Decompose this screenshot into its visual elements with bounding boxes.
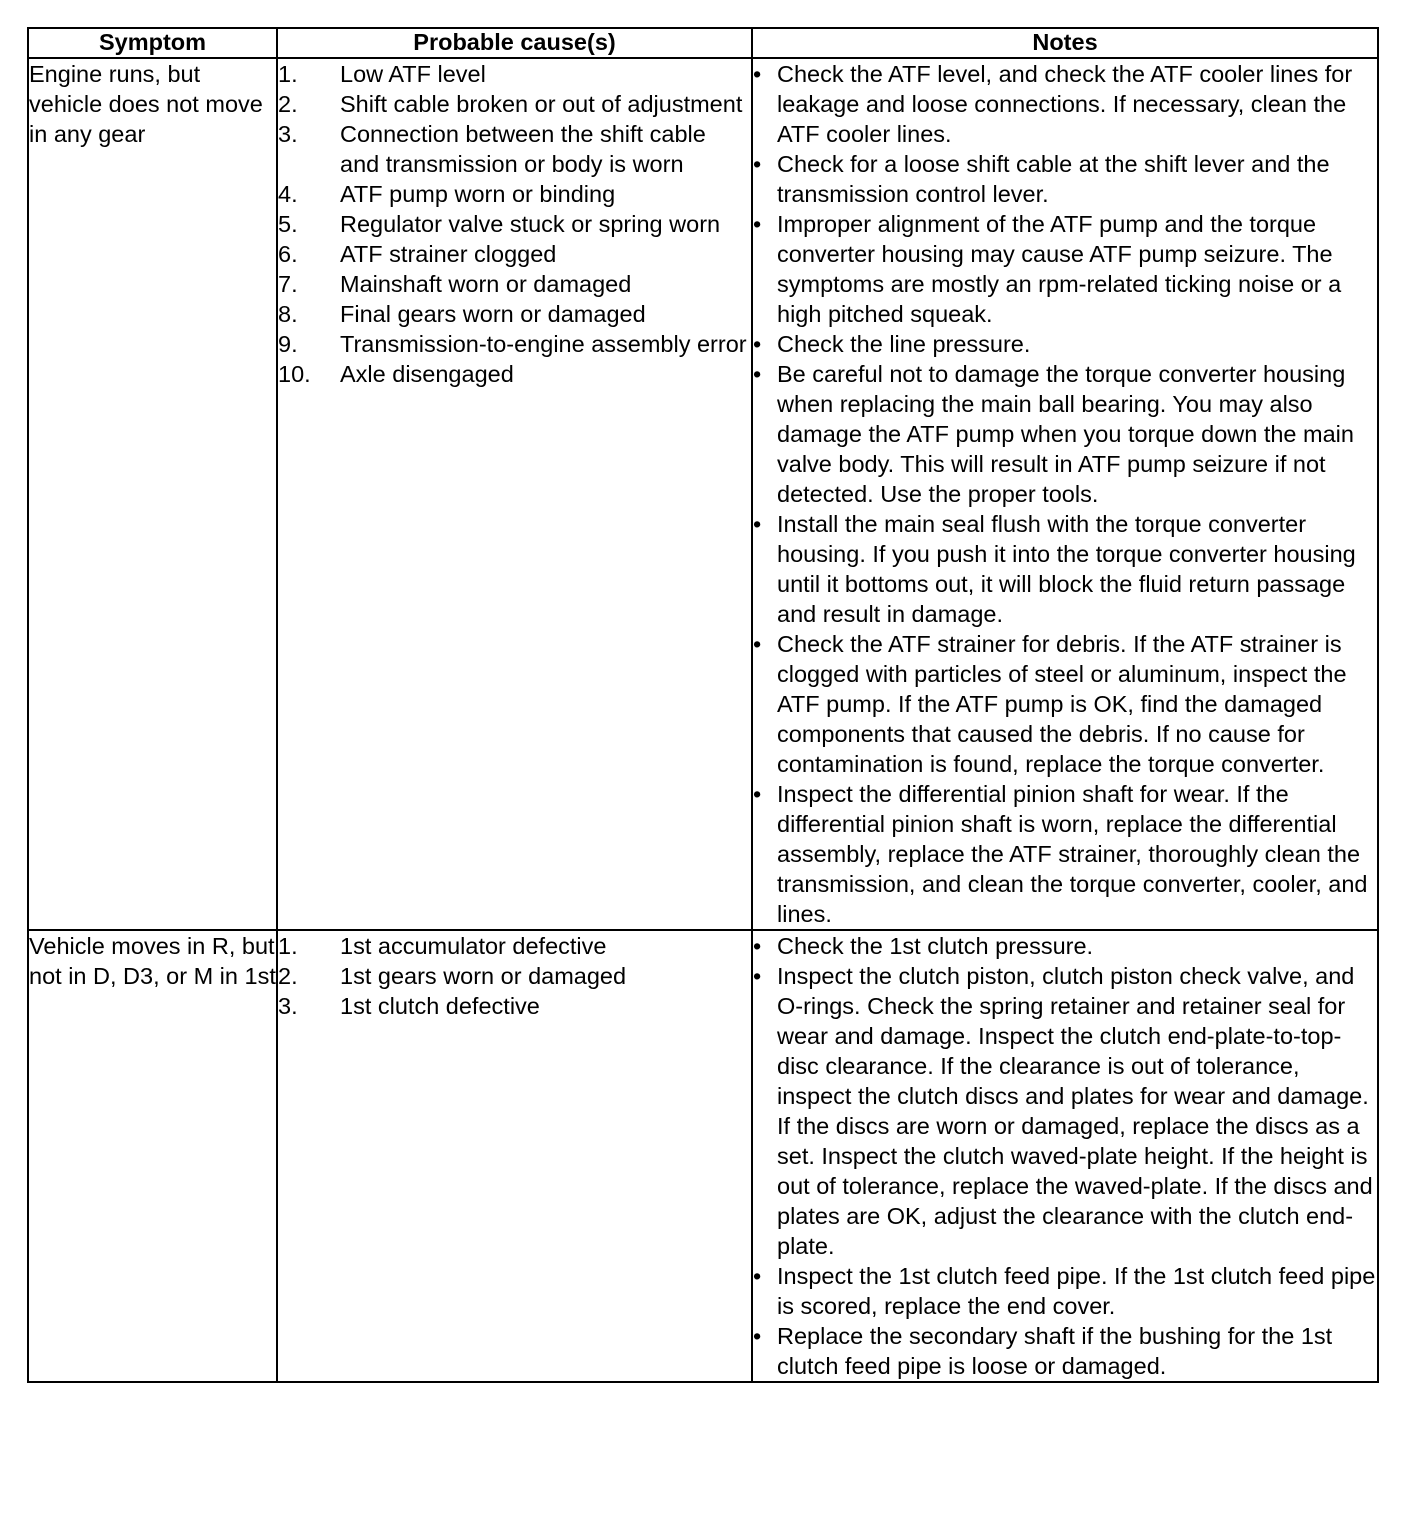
note-text: Check the 1st clutch pressure. xyxy=(777,933,1094,959)
note-item xyxy=(753,59,1377,149)
cause-text: Transmission-to-engine assembly error xyxy=(340,331,747,357)
note-item xyxy=(753,149,1377,209)
cause-item xyxy=(278,359,751,389)
cause-number: 4. xyxy=(278,181,298,207)
cause-number: 10. xyxy=(278,361,311,387)
note-list xyxy=(753,931,1377,1381)
note-text: Be careful not to damage the torque converter housing when replacing the main ball bearing. You may also damage the ATF pump when you torque down the main valve body. This will result in ATF pump seizure if not detected. Use the proper tools. xyxy=(777,361,1354,507)
cause-number: 1. xyxy=(278,933,298,959)
cause-text: Axle disengaged xyxy=(340,361,514,387)
table-row xyxy=(28,930,1378,1382)
note-text: Replace the secondary shaft if the bushing for the 1st clutch feed pipe is loose or damaged. xyxy=(777,1323,1333,1379)
cause-item xyxy=(278,329,751,359)
cause-number: 1. xyxy=(278,61,298,87)
cause-item xyxy=(278,961,751,991)
note-text: Inspect the clutch piston, clutch piston check valve, and O-rings. Check the spring retainer and retainer seal for wear and damage. Inspect the clutch end-plate-to-top-disc clearance. If the clearance is out of tolerance, inspect the clutch discs and plates for wear and damage. If the discs are worn or damaged, replace the discs as a set. Inspect the clutch waved-plate height. If the height is out of tolerance, replace the waved-plate. If the discs and plates are OK, adjust the clearance with the clutch end-plate. xyxy=(777,963,1373,1259)
cause-list xyxy=(278,59,751,389)
note-item xyxy=(753,509,1377,629)
cause-text: Regulator valve stuck or spring worn xyxy=(340,211,721,237)
bullet-icon: • xyxy=(753,511,762,537)
cause-item xyxy=(278,59,751,89)
note-text: Check the ATF strainer for debris. If the ATF strainer is clogged with particles of steel or aluminum, inspect the ATF pump. If the ATF pump is OK, find the damaged components that caused the debris. If no cause for contamination is found, replace the torque converter. xyxy=(777,631,1347,777)
note-item xyxy=(753,779,1377,929)
note-text: Inspect the differential pinion shaft for wear. If the differential pinion shaft is worn, replace the differential assembly, replace the ATF strainer, thoroughly clean the transmission, and clean the torque converter, cooler, and lines. xyxy=(777,781,1368,927)
cause-number: 3. xyxy=(278,121,298,147)
bullet-icon: • xyxy=(753,361,762,387)
cause-text: Connection between the shift cable and transmission or body is worn xyxy=(340,121,706,177)
bullet-icon: • xyxy=(753,1323,762,1349)
cause-text: Mainshaft worn or damaged xyxy=(340,271,632,297)
cause-text: Low ATF level xyxy=(340,61,486,87)
note-text: Check for a loose shift cable at the shift lever and the transmission control lever. xyxy=(777,151,1330,207)
cause-text: ATF strainer clogged xyxy=(340,241,557,267)
notes-cell xyxy=(752,930,1378,1382)
cause-item xyxy=(278,269,751,299)
bullet-icon: • xyxy=(753,963,762,989)
cause-text: 1st accumulator defective xyxy=(340,933,607,959)
note-list xyxy=(753,59,1377,929)
note-text: Check the line pressure. xyxy=(777,331,1031,357)
cause-text: 1st clutch defective xyxy=(340,993,540,1019)
cause-item xyxy=(278,991,751,1021)
probable-causes-cell xyxy=(277,58,752,930)
cause-item xyxy=(278,299,751,329)
header-probable-causes: Probable cause(s) xyxy=(277,28,752,58)
cause-item xyxy=(278,119,751,179)
notes-cell xyxy=(752,58,1378,930)
cause-number: 6. xyxy=(278,241,298,267)
header-symptom: Symptom xyxy=(28,28,277,58)
probable-causes-cell xyxy=(277,930,752,1382)
note-text: Improper alignment of the ATF pump and the torque converter housing may cause ATF pump seizure. The symptoms are mostly an rpm-related ticking noise or a high pitched squeak. xyxy=(777,211,1342,327)
cause-text: 1st gears worn or damaged xyxy=(340,963,627,989)
note-text: Install the main seal flush with the torque converter housing. If you push it into the torque converter housing until it bottoms out, it will block the fluid return passage and result in damage. xyxy=(777,511,1356,627)
bullet-icon: • xyxy=(753,933,762,959)
symptom-cell: Engine runs, but vehicle does not move in any gear xyxy=(28,58,277,930)
cause-number: 2. xyxy=(278,91,298,117)
cause-text: Final gears worn or damaged xyxy=(340,301,646,327)
bullet-icon: • xyxy=(753,61,762,87)
cause-text: Shift cable broken or out of adjustment xyxy=(340,91,743,117)
cause-number: 9. xyxy=(278,331,298,357)
note-item xyxy=(753,209,1377,329)
bullet-icon: • xyxy=(753,1263,762,1289)
note-item xyxy=(753,931,1377,961)
note-item xyxy=(753,961,1377,1261)
cause-number: 5. xyxy=(278,211,298,237)
note-item xyxy=(753,359,1377,509)
cause-item xyxy=(278,209,751,239)
cause-number: 2. xyxy=(278,963,298,989)
cause-item xyxy=(278,89,751,119)
cause-list xyxy=(278,931,751,1021)
cause-item xyxy=(278,239,751,269)
table-body xyxy=(28,58,1378,1382)
note-text: Inspect the 1st clutch feed pipe. If the 1st clutch feed pipe is scored, replace the end cover. xyxy=(777,1263,1376,1319)
cause-number: 3. xyxy=(278,993,298,1019)
bullet-icon: • xyxy=(753,211,762,237)
symptom-cell: Vehicle moves in R, but not in D, D3, or M in 1st xyxy=(28,930,277,1382)
bullet-icon: • xyxy=(753,631,762,657)
bullet-icon: • xyxy=(753,781,762,807)
cause-item xyxy=(278,179,751,209)
header-row xyxy=(28,28,1378,58)
note-text: Check the ATF level, and check the ATF cooler lines for leakage and loose connections. If necessary, clean the ATF cooler lines. xyxy=(777,61,1353,147)
cause-number: 7. xyxy=(278,271,298,297)
table-row xyxy=(28,58,1378,930)
note-item xyxy=(753,329,1377,359)
note-item xyxy=(753,629,1377,779)
cause-item xyxy=(278,931,751,961)
bullet-icon: • xyxy=(753,151,762,177)
bullet-icon: • xyxy=(753,331,762,357)
troubleshooting-table xyxy=(27,27,1379,1383)
note-item xyxy=(753,1261,1377,1321)
cause-text: ATF pump worn or binding xyxy=(340,181,616,207)
header-notes: Notes xyxy=(752,28,1378,58)
cause-number: 8. xyxy=(278,301,298,327)
note-item xyxy=(753,1321,1377,1381)
